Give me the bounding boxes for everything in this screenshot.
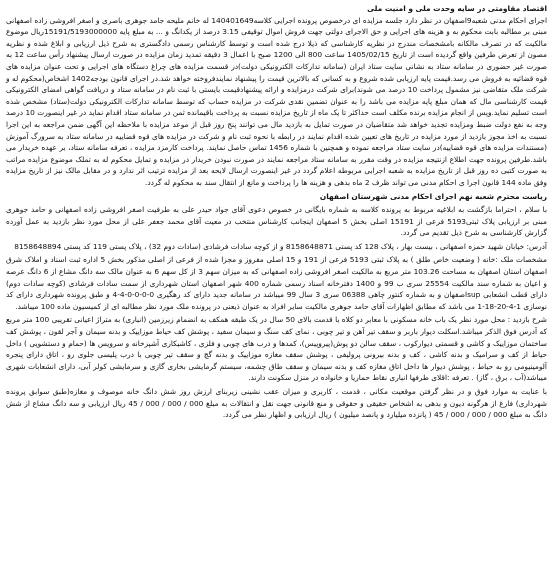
property-specs: مشخصات ملک :خانه ( وضعیت خاص طلق ) به پلاک ثبتی 5193 فرعی از 191 و 15 اصلی مفروز و مجزا شده از فرعی از اصلی مذکور بخش 5 اداره ثبت اسناد و املاک شرق اصفهان استان اصفهان به مساحت 103.26 متر مربع به مالکیت اصغر افروشی زاده اصفهانی که به میزان سهم 3 از کل سهم 6 به عنوان مالک سه دانگ مشاع از 6 دانگ عرصه و اعیان به شماره سند مالکیت 25554 سری ب 99 و 1400 دفترخانه اسناد رسمی شماره 400 شهر اصفهان استان شهرداری از سمت سادات فرشادی (کوچه سادات دوم) دارای قطب انشعابی supاصفهان و به شماره کنتور چاهی 06388 سری 3 سال 99 میباشد در سامانه جدید دارای کد رهگیری 0-0-0-0-4-4 و طبق پرونده شهرداری دارای کد نوسازی 1-4-20-18-1 می باشد که مطابق اظهارات آقای حامد جوهری مالکیت سایر افراد به عنوان ذیعنی در پرونده ملک مورد نظر مطالبه ای از کمیسیون ماده 100 میباشد.: [6, 255, 548, 311]
notice-paragraph-intro: اجرای احکام مدنی شعبه9اصفهان در نظر دارد جلسه مزایده ای درخصوص پرونده اجرایی کلاسه140401649 له خانم ملیحه جامد جوهری باصری و اصغر افروشی زاده اصفهانی مبنی بر مطالبه بابت محکوم به و هزینه های اجرایی و حق الاجرای دولتی جهت فروش اموال توقیفی 3.15 درصد از یکدانگ و ... به مبلغ پایه 15191/5193000000ریال موضوع مالکیت که در تصرف مالکانه بامشخصات مندرج در نظریه کارشناسی که ذیلا درج شده است و توسط کارشناس رسمی دادگستری به شرح ذیل ارزیابی و ابلاغ شده و نظریه مصون از تعرض طرفین واقع گردیده است از تاریخ 1405/02/15 ساعت 800 الی 1200 صبح با اعمال 3 دقیقه تمدید زمان مزایده در صورت ارسال پیشنهاد رأس ساعت 12 به صورت غیر حضوری در سامانه ستاد به نشانی سایت ستاد ایران (سامانه تدارکات الکترونیکی دولت)در قسمت مزایده های چراغ دستگاه های اجرایی و تحت عنوان مزایده های قوه قضائیه به فروش می رسد.قیمت پایه ارزیابی شده شروع و به کسانی که بالاترین قیمت را پیشنهاد نمایندفروخته خواهد شد.در اجرای قانون بودجه1402 اشخاص(محکوم له و شرکت ملک متقاضی نیز مشمول پرداخت 10 درصد می شوند)برای شرکت درمزایده و ارائه پیشنهادقیمت بایستی با ثبت نام در سامانه ستاد و دریافت گواهی امضای الکترونیکی قیمت کارشناسی مال که همان مبلغ پایه مزایده می باشد را به عنوان تضمین نقدی شرکت در مزایده حساب که توسط سامانه تدارکات الکترونیکی دولت(ستاد) مشخص شده است تسلیم نماید.وپس از انجام مزایده برنده مکلف است حداکثر تا یک ماه از تاریخ مزایده نسبت به پرداخت باقیمانده ثمن در سامانه ستاد اقدام نماید در غیر اینصورت 10 درصد وجه به نفع دولت ضبط ومزایده تجدید خواهد شد متقاضیان در صورت تمایل به بازدید مال می توانند پنج روز قبل از موعد مزایده با ملاحظه این آگهی ضمن مراجعه به این اجرا نسبت به اخذ مجوز بازدید از مورد مزایده در تاریخ های تعیین شده اقدام نمایند در رابطه با نحوه ثبت نام و شرکت در مزایده های قوه قضاییه در سامانه ستاد به سرورگ آموزش (مستندات مزایده های قوه قضاییه)در سایت ستاد مراجعه نموده و همچنین با شماره 1456 تماس حاصل نمایند. پرداخت کارمزد مزایده ، تعرفه سامانه ستاد، بر عهده خریدار می باشد.طرفین پرونده جهت اطلاع ازنتیجه مزایده در وقت مقرر به سامانه ستاد مراجعه نمایند در صورت نبودن خریدار در مزایده و تمایل محکوم له به تملک موضوع مزایده مراتب به صورت کتبی ده روز قبل از تاریخ مزایده به شعبه اجرایی مربوطه اعلام گردد در غیر اینصورت ارسال لایحه بعد از مزایده ترتیب اثر ندارد و در مقابل مالک نیز از تاریخ مزایده وفق ماده 144 قانون اجرا ی احکام مدنی می تواند ظرف 2 ماه بدهی و هزینه ها را پرداخت و مانع از انتقال سند به محکوم له گردد.: [6, 15, 548, 187]
addressee-line: ریاست محترم شعبه نهم اجرای احکام مدنی شهرستان اصفهان: [319, 191, 547, 201]
expert-report-intro: با سلام ، احتراما بازگشت به ابلاغیه مربوط به پرونده کلاسه به شماره بایگانی در خصوص دعوی آقای جواد حیدر علی به طرفیت اصغر افروشی زاده اصفهانی و حامد جوهری مبنی بر ارزیابی پلاک ثبتی5193 فرعی از 15191 اصلی بخش 5 اصفهان اینجانب کارشناس منتخب در معیت آقای محمد جعفر علی از محل مورد نظر بازدید به عمل آورده گزارش کارشناسی به شرح ذیل تقدیم می گردد.: [6, 205, 548, 238]
inspection-description: شرح بازدید : محل مورد نظر یک باب خانه مسکونی با معابر دو کلاه با قدمت بالای 50 سال در یک طبقه همکف به انضمام زیرزمین (انباری) به متراژ اعیانی تقریبی 100 متر مربع که آدرس فوق الذکر میباشد.اسکلت دیوار باربر و سقف تیر آهن و تیر چوبی ، نمای کف سنگ و سیمان سفید ، پوشش کف حیاط موزاییک و بدنه سیمان و آجر لقون ، پوشش کف ساختمان موزاییک و کاشی و قسمتی دیوارکوب ، سقف سالن دو پوش(پیروپیس)، کمدها و درب های چوبی و فلزی ، کاشیکاری آشپزخانه و سرویس ها (حمام و دستشویی ) داخل حیاط از کف و سرامیک و بدنه کاشی ، کف و بدنه بیرونی پرولیفی ، پوشش سقف مغازه موزاییک و بدنه گچ و سقف تیر چوبی با درب پلیسی جلوی رو ، اتاق دارای پنجره آلومینیومی رو به حیاط ، پوشش دیوار ها داخل اتاق مغازه کف و بدنه سیمان و سقف طاق چشمه، سیستم گرمایشی بخاری گازی و سرمایشی کولر آبی، دارای انشعابات شهری میباشد(آب ، برق ، گاز) . تعرفه :اقلای طرفها انباری نقاط حماریا و خانواده در منزل سکونت دارند.: [6, 315, 547, 383]
valuation-conclusion: با عنایت به موارد فوق و در نظر گرفتن موقعیت مکانی ، قدمت ، کاربری و میزان عقب نشینی زیربنای ارزش روز شش دانگ خانه موصوف و مغازه(طبق سوابق پرونده شهرداری) فارغ از هرگونه دیون و بدهی به اشخاص حقیقی و حقوقی و منع قانونی جهت نقل و انتقالات به مبلغ 000 / 000 / 000 / 45 ریال ارزیابی و سه دانگ مشاع از شش دانگ به مبلغ 000 / 000 / 000 / 45 ( پانزده میلیارد و پانصد میلیون ) ریال ارزیابی و اظهار نظر می گردد.: [6, 387, 547, 420]
notice-title: اقتصاد مقاومتی در سایه وحدت ملی و امنیت ملی: [367, 4, 547, 13]
property-address: آدرس: خیابان شهید حمزه اصفهانی ، بیست بهار ، پلاک 128 کد پستی 8158648871 و از کوچه سادات فرشادی (سادات دوم 32) ، پلاک پستی 119 کد پستی 8158648894: [14, 241, 547, 251]
